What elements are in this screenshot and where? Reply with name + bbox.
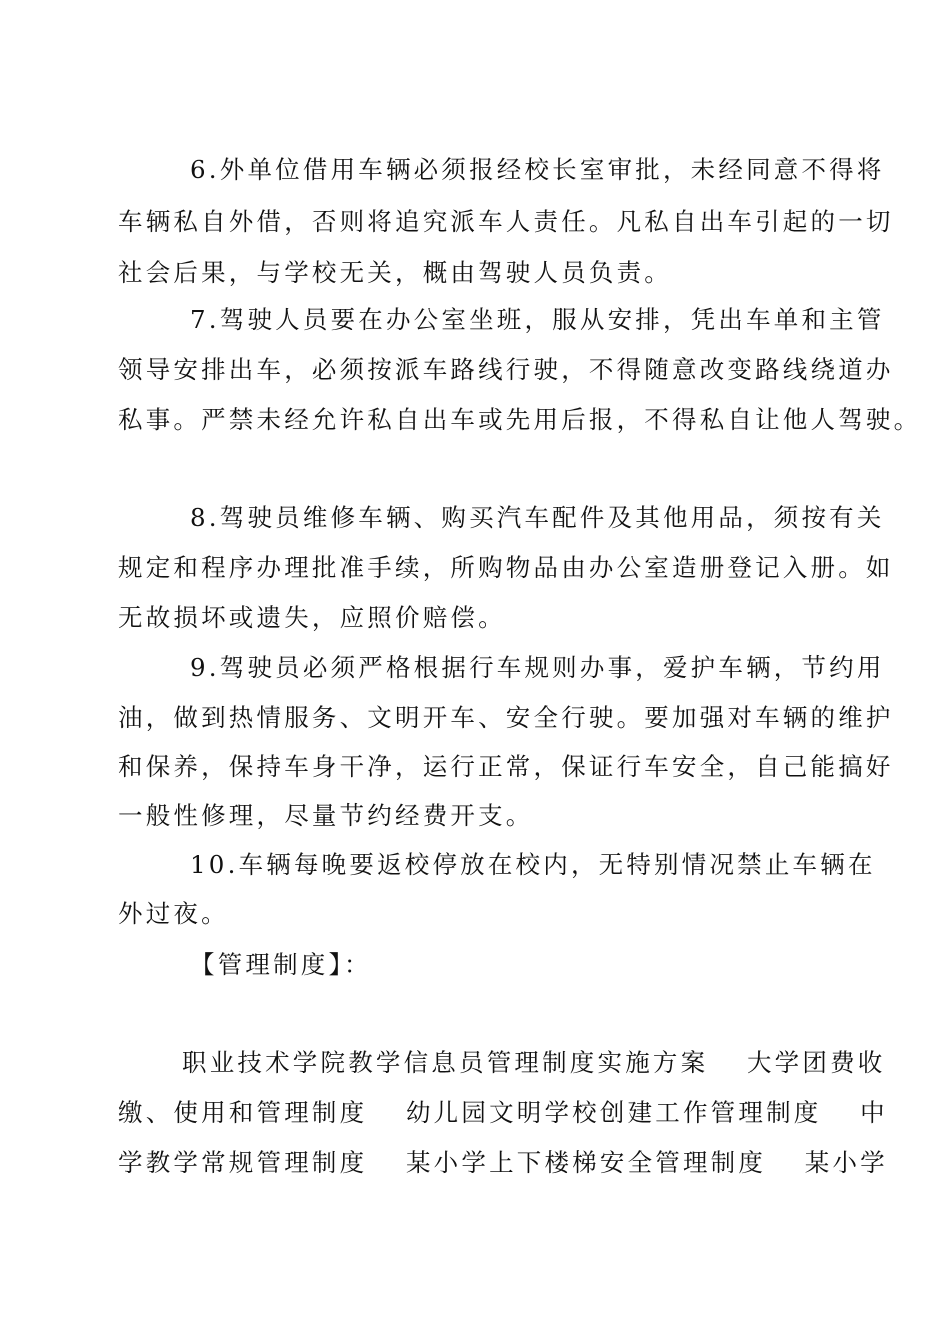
paragraph-9-line-2: 油，做到热情服务、文明开车、安全行驶。要加强对车辆的维护 [118,703,894,732]
paragraph-9-line-1: 9.驾驶员必须严格根据行车规则办事，爱护车辆，节约用 [190,653,885,682]
paragraph-8-line-1: 8.驾驶员维修车辆、购买汽车配件及其他用品，须按有关 [190,503,885,532]
paragraph-7-line-2: 领导安排出车，必须按派车路线行驶，不得随意改变路线绕道办 [118,355,894,384]
paragraph-9-line-4: 一般性修理，尽量节约经费开支。 [118,801,534,830]
paragraph-8-line-3: 无故损坏或遗失，应照价赔偿。 [118,603,506,632]
paragraph-10-line-2: 外过夜。 [118,899,229,928]
paragraph-6-line-1: 6.外单位借用车辆必须报经校长室审批，未经同意不得将 [190,155,885,184]
paragraph-8-line-2: 规定和程序办理批准手续，所购物品由办公室造册登记入册。如 [118,553,894,582]
paragraph-7-line-3: 私事。严禁未经允许私自出车或先用后报，不得私自让他人驾驶。 [118,405,922,434]
section-heading: 【管理制度】： [190,950,372,979]
paragraph-9-line-3: 和保养，保持车身干净，运行正常，保证行车安全，自己能搞好 [118,752,894,781]
paragraph-10-line-1: 10.车辆每晚要返校停放在校内，无特别情况禁止车辆在 [190,850,876,879]
related-links-line-1: 职业技术学院教学信息员管理制度实施方案 大学团费收 [182,1048,886,1077]
paragraph-6-line-3: 社会后果，与学校无关，概由驾驶人员负责。 [118,258,672,287]
related-links-line-3: 学教学常规管理制度 某小学上下楼梯安全管理制度 某小学 [118,1148,888,1177]
paragraph-6-line-2: 车辆私自外借，否则将追究派车人责任。凡私自出车引起的一切 [118,207,894,236]
related-links-line-2: 缴、使用和管理制度 幼儿园文明学校创建工作管理制度 中 [118,1098,888,1127]
paragraph-7-line-1: 7.驾驶人员要在办公室坐班，服从安排，凭出车单和主管 [190,305,885,334]
